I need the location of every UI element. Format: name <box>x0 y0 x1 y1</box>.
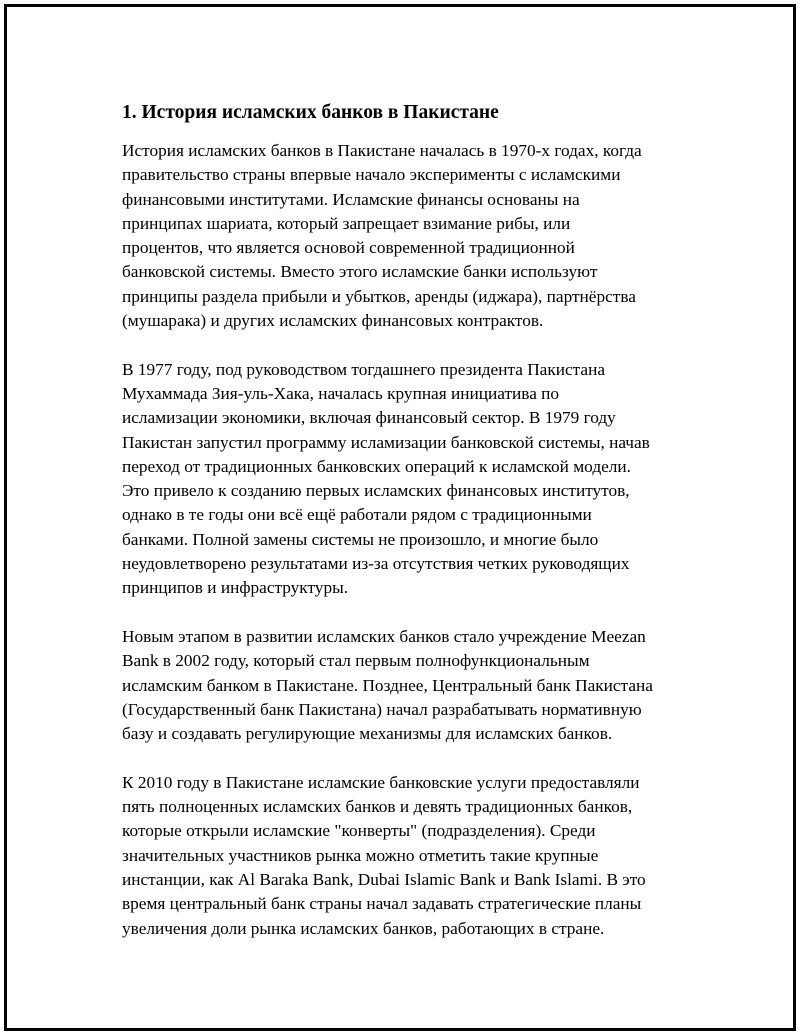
text-line: принципов и инфраструктуры. <box>122 578 349 598</box>
text-line: переход от традиционных банковских операций к исламской модели. <box>122 456 631 476</box>
text-line: которые открыли исламские "конверты" (подразделения). Среди <box>122 821 596 841</box>
text-line: принципы раздела прибыли и убытков, аренды (иджара), партнёрства <box>122 286 636 306</box>
text-line: неудовлетворено результатами из-за отсутствия четких руководящих <box>122 554 630 574</box>
text-line: время центральный банк страны начал задавать стратегические планы <box>122 894 642 914</box>
text-line: банками. Полной замены системы не произошло, и многие было <box>122 529 599 549</box>
text-line: увеличения доли рынка исламских банков, работающих в стране. <box>122 918 605 938</box>
paragraph-4 <box>122 771 702 941</box>
text-line: инстанции, как Al Baraka Bank, Dubai Islamic Bank и Bank Islami. В это <box>122 869 646 889</box>
section-heading: 1. История исламских банков в Пакистане <box>122 102 499 123</box>
text-line: Это привело к созданию первых исламских финансовых институтов, <box>122 481 630 501</box>
paragraph-3 <box>122 625 702 746</box>
text-line: Мухаммада Зия-уль-Хака, началась крупная инициатива по <box>122 383 560 403</box>
text-line: (мушарака) и других исламских финансовых контрактов. <box>122 311 544 331</box>
document-body <box>122 99 702 965</box>
text-line: правительство страны впервые начало эксперименты с исламскими <box>122 165 621 185</box>
text-line: Bank в 2002 году, который стал первым полнофункциональным <box>122 651 590 671</box>
text-line: История исламских банков в Пакистане началась в 1970-х годах, когда <box>122 141 642 160</box>
text-line: базу и создавать регулирующие механизмы для исламских банков. <box>122 724 613 744</box>
paragraph-1 <box>122 139 702 333</box>
text-line: финансовыми институтами. Исламские финансы основаны на <box>122 189 580 209</box>
text-line: однако в те годы они всё ещё работали рядом с традиционными <box>122 505 592 525</box>
page-frame <box>4 4 796 1031</box>
paragraph-2 <box>122 358 702 601</box>
text-line: исламизации экономики, включая финансовый сектор. В 1979 году <box>122 408 616 428</box>
text-line: исламским банком в Пакистане. Позднее, Центральный банк Пакистана <box>122 675 653 695</box>
text-line: В 1977 году, под руководством тогдашнего президента Пакистана <box>122 359 606 379</box>
text-line: процентов, что является основой современной традиционной <box>122 238 575 258</box>
text-line: Пакистан запустил программу исламизации банковской системы, начав <box>122 432 650 452</box>
text-line: К 2010 году в Пакистане исламские банковские услуги предоставляли <box>122 772 640 792</box>
text-line: (Государственный банк Пакистана) начал разрабатывать нормативную <box>122 699 642 719</box>
text-line: значительных участников рынка можно отметить такие крупные <box>122 845 599 865</box>
text-line: банковской системы. Вместо этого исламские банки используют <box>122 262 598 282</box>
text-line: принципах шариата, который запрещает взимание рибы, или <box>122 213 571 233</box>
text-line: пять полноценных исламских банков и девять традиционных банков, <box>122 797 633 817</box>
text-line: Новым этапом в развитии исламских банков стало учреждение Meezan <box>122 626 646 646</box>
